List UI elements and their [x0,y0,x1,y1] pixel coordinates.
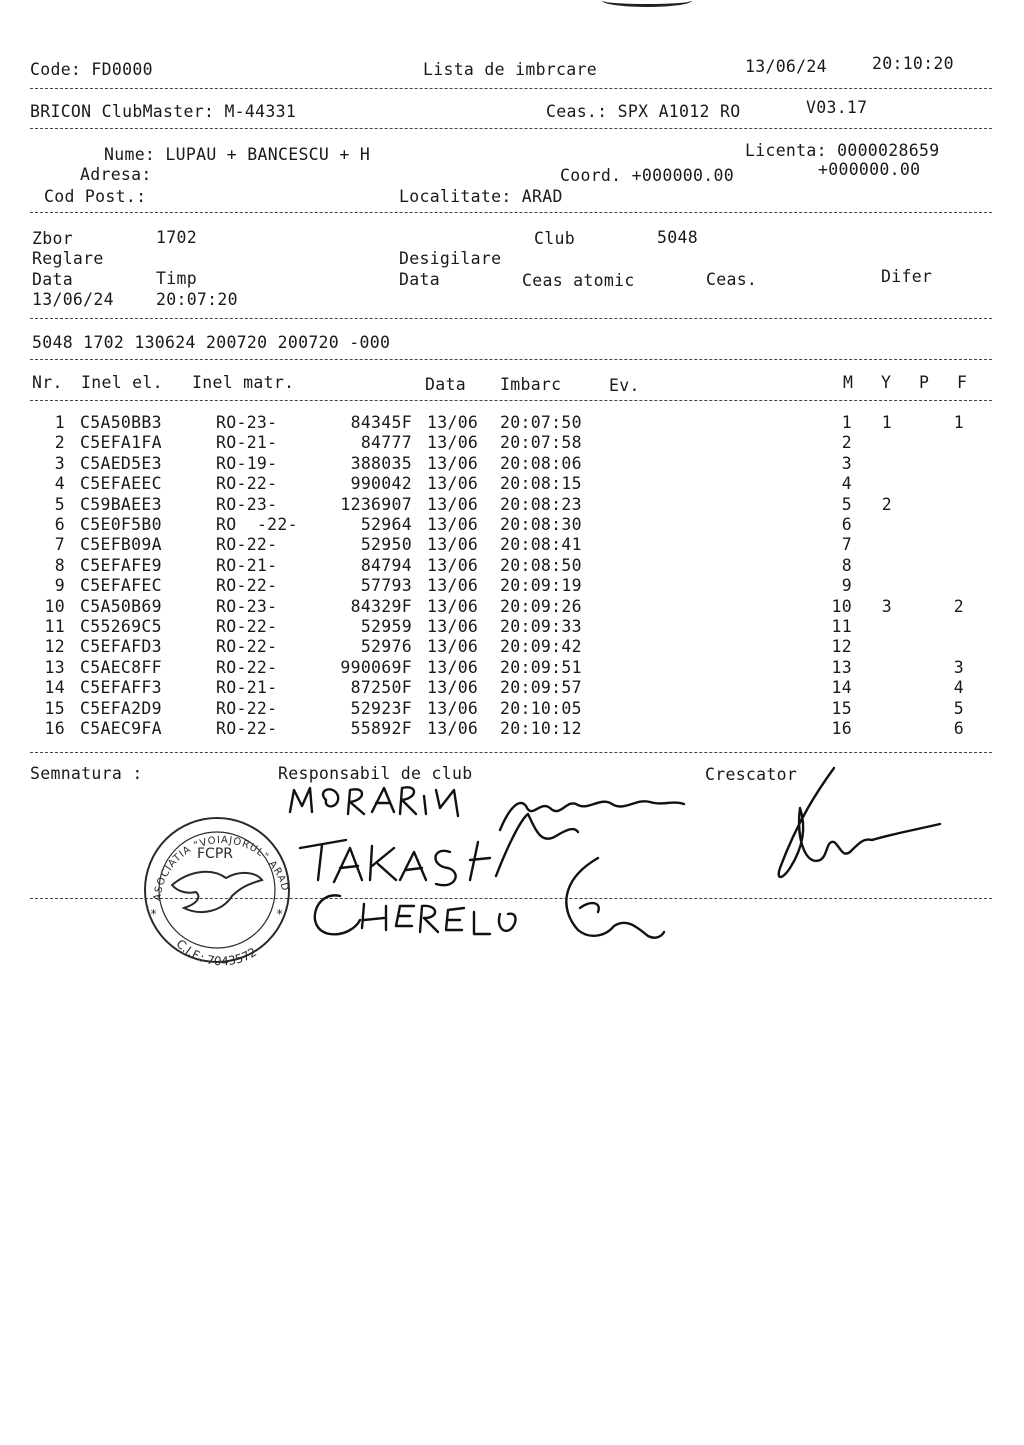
reglare-date: 13/06/24 [32,290,114,309]
coordinates: Coord. +000000.00 [560,166,734,185]
svg-text:C.I.F.: 7043572: C.I.F.: 7043572 [173,936,260,969]
locality: Localitate: ARAD [399,187,563,206]
basket-time: 20:08:15 [500,474,582,494]
col-f-value: 4 [953,678,964,698]
basket-date: 13/06 [427,576,479,596]
svg-text:FCPR: FCPR [197,846,233,862]
ring-series: RO-22- [216,657,278,677]
club-responsible-label: Responsabil de club [278,764,473,783]
row-number: 4 [54,474,65,494]
clock-label: Ceas. [706,270,758,289]
postal-code-label: Cod Post.: [44,187,147,206]
ring-number: 57793 [360,576,412,596]
ring-number: 52964 [360,515,412,534]
col-inel-el: Inel el. [81,373,163,392]
row-number: 16 [44,719,65,738]
basket-date: 13/06 [427,637,479,657]
reglare-label: Reglare [32,249,104,268]
owner-name: Nume: LUPAU + BANCESCU + H [104,145,371,164]
row-number: 7 [54,535,65,555]
row-number: 5 [54,494,65,514]
basket-date: 13/06 [427,494,479,514]
row-number: 3 [54,453,65,473]
ring-number: 84345F [350,413,412,432]
ring-number: 55892F [350,719,412,738]
basket-time: 20:07:58 [500,433,582,453]
club-label: Club [534,229,575,248]
col-inel-matr: Inel matr. [192,373,295,392]
basket-time: 20:08:50 [500,555,582,575]
basket-time: 20:08:30 [500,515,582,534]
basket-time: 20:10:12 [500,719,582,738]
desigilare-label: Desigilare [399,249,502,268]
atomic-clock-label: Ceas atomic [522,271,635,290]
club-number: 5048 [657,228,698,247]
col-m-value: 1 [841,413,852,432]
col-m-value: 3 [841,453,852,473]
version-info: V03.17 [806,98,868,117]
svg-text:*: * [276,907,284,921]
basket-date: 13/06 [427,678,479,698]
electronic-ring: C5AEC9FA [80,719,162,738]
data-label: Data [32,270,73,289]
row-number: 12 [44,637,65,657]
basket-date: 13/06 [427,617,479,636]
ring-series: RO-23- [216,413,278,432]
col-m-value: 5 [841,494,852,514]
ring-number: 990069F [340,657,412,677]
col-f-value: 1 [953,413,964,432]
col-f-value: 2 [953,596,964,616]
basket-time: 20:08:41 [500,535,582,555]
basket-time: 20:08:06 [500,453,582,473]
row-number: 10 [44,596,65,616]
basket-date: 13/06 [427,698,479,718]
row-number: 11 [44,617,65,636]
address-label: Adresa: [80,165,152,184]
basket-time: 20:09:42 [500,637,582,657]
document-title: Lista de imbrcare [423,60,597,79]
electronic-ring: C5EFB09A [80,535,162,555]
ring-number: 87250F [350,678,412,698]
basket-date: 13/06 [427,413,479,432]
ring-series: RO-21- [216,433,278,453]
col-imbarc: Imbarc [500,375,562,394]
signature-label: Semnatura : [30,764,143,783]
electronic-ring: C59BAEE3 [80,494,162,514]
basket-time: 20:08:23 [500,494,582,514]
col-m-value: 7 [841,535,852,555]
ring-number: 388035 [350,453,412,473]
col-m-value: 2 [841,433,852,453]
timp-label: Timp [156,269,197,288]
col-y: Y [881,373,892,392]
basket-date: 13/06 [427,596,479,616]
ring-series: RO-22- [216,576,278,596]
ring-series: RO-19- [216,453,278,473]
row-number: 2 [54,433,65,453]
basket-date: 13/06 [427,453,479,473]
electronic-ring: C5A50BB3 [80,413,162,432]
col-data: Data [425,375,466,394]
electronic-ring: C5A50B69 [80,596,162,616]
col-m-value: 8 [841,555,852,575]
col-ev: Ev. [609,376,640,395]
basket-date: 13/06 [427,555,479,575]
basket-date: 13/06 [427,657,479,677]
ring-number: 84777 [360,433,412,453]
ring-series: RO-23- [216,596,278,616]
row-number: 15 [44,698,65,718]
electronic-ring: C5EFAFEC [80,576,162,596]
basket-date: 13/06 [427,535,479,555]
summary-line: 5048 1702 130624 200720 200720 -000 [32,333,391,352]
row-number: 1 [54,413,65,432]
license-number: Licenta: 0000028659 [745,141,940,160]
print-time: 20:10:20 [872,54,954,73]
row-number: 8 [54,555,65,575]
col-m-value: 9 [841,576,852,596]
ring-series: RO-23- [216,494,278,514]
col-y-value: 1 [881,413,892,432]
col-m-value: 12 [831,637,852,657]
basket-time: 20:09:57 [500,678,582,698]
col-m-value: 10 [831,596,852,616]
ring-number: 990042 [350,474,412,494]
basket-date: 13/06 [427,515,479,534]
basket-date: 13/06 [427,719,479,738]
col-f-value: 5 [953,698,964,718]
col-p: P [919,373,930,392]
ring-series: RO-21- [216,678,278,698]
ring-series: RO-22- [216,617,278,636]
basket-time: 20:10:05 [500,698,582,718]
basket-time: 20:09:19 [500,576,582,596]
col-m-value: 13 [831,657,852,677]
club-stamp [145,818,290,968]
basket-time: 20:09:33 [500,617,582,636]
col-y-value: 3 [881,596,892,616]
ring-series: RO -22- [216,515,298,534]
desigilare-data-label: Data [399,270,440,289]
col-m-value: 14 [831,678,852,698]
svg-text:ASOCIATIA "VOIAJORUL" ARAD: ASOCIATIA "VOIAJORUL" ARAD [152,834,291,902]
breeder-label: Crescator [705,765,798,784]
clock-info: Ceas.: SPX A1012 RO [546,102,741,121]
ring-number: 1236907 [340,494,412,514]
electronic-ring: C5E0F5B0 [80,515,162,534]
electronic-ring: C5AED5E3 [80,453,162,473]
col-nr: Nr. [32,373,63,392]
basket-time: 20:09:51 [500,657,582,677]
basket-date: 13/06 [427,433,479,453]
difference-label: Difer [881,267,933,286]
row-number: 9 [54,576,65,596]
row-number: 6 [54,515,65,534]
ring-series: RO-22- [216,698,278,718]
col-m-value: 16 [831,719,852,738]
basket-date: 13/06 [427,474,479,494]
col-f-value: 3 [953,657,964,677]
ring-series: RO-22- [216,719,278,738]
electronic-ring: C5AEC8FF [80,657,162,677]
col-m-value: 11 [831,617,852,636]
software-info: BRICON ClubMaster: M-44331 [30,102,297,121]
ring-number: 52959 [360,617,412,636]
electronic-ring: C5EFAFD3 [80,637,162,657]
electronic-ring: C55269C5 [80,617,162,636]
ring-number: 52976 [360,637,412,657]
ring-number: 52950 [360,535,412,555]
ring-number: 84329F [350,596,412,616]
col-m-value: 4 [841,474,852,494]
col-m-value: 6 [841,515,852,534]
electronic-ring: C5EFAFE9 [80,555,162,575]
col-m: M [843,373,854,392]
svg-text:*: * [150,907,158,921]
flight-number: 1702 [156,228,197,247]
ring-number: 84794 [360,555,412,575]
basket-time: 20:09:26 [500,596,582,616]
row-number: 13 [44,657,65,677]
col-f: F [957,373,968,392]
coordinates-value: +000000.00 [818,160,921,179]
electronic-ring: C5EFAFF3 [80,678,162,698]
basket-time: 20:07:50 [500,413,582,432]
col-f-value: 6 [953,719,964,738]
ring-series: RO-21- [216,555,278,575]
ring-number: 52923F [350,698,412,718]
electronic-ring: C5EFA2D9 [80,698,162,718]
col-m-value: 15 [831,698,852,718]
electronic-ring: C5EFAEEC [80,474,162,494]
row-number: 14 [44,678,65,698]
document-code: Code: FD0000 [30,60,153,79]
electronic-ring: C5EFA1FA [80,433,162,453]
ring-series: RO-22- [216,637,278,657]
flight-label: Zbor [32,229,73,248]
ring-series: RO-22- [216,474,278,494]
ring-series: RO-22- [216,535,278,555]
col-y-value: 2 [881,494,892,514]
print-date: 13/06/24 [745,57,827,76]
handwritten-signatures [290,768,940,938]
reglare-time: 20:07:20 [156,290,238,309]
